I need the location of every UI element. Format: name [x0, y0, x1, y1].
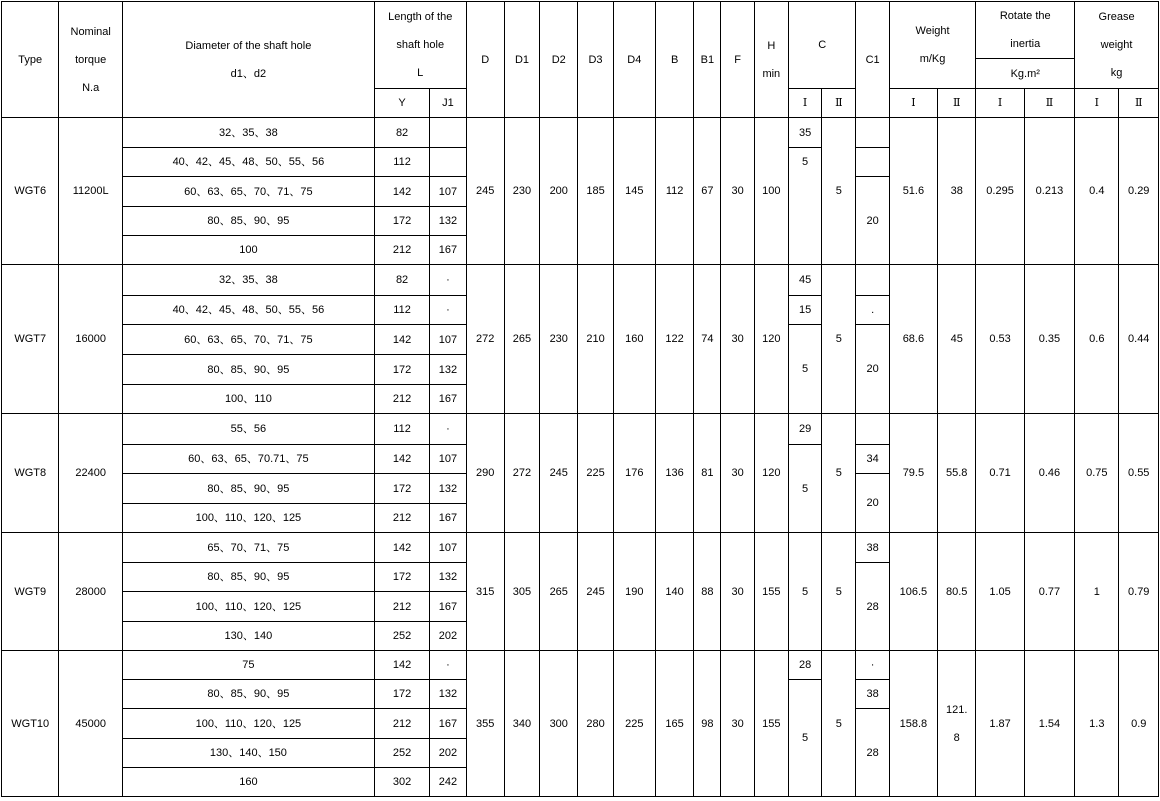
- length-j1-cell: ·: [430, 414, 466, 445]
- H-cell: 155: [754, 533, 788, 651]
- D-cell: 245: [466, 118, 504, 265]
- diameter-cell: 80、85、90、95: [122, 355, 374, 385]
- header-D: D: [466, 2, 504, 118]
- length-j1-cell: 167: [430, 504, 466, 533]
- header-c-1: Ⅰ: [788, 89, 821, 118]
- table-row: [2, 118, 1159, 148]
- length-y-cell: 142: [374, 445, 429, 474]
- grease-2-cell: 0.44: [1119, 265, 1159, 414]
- table-row: [2, 265, 1159, 296]
- header-grease-2: Ⅱ: [1119, 89, 1159, 118]
- header-B: B: [655, 2, 693, 118]
- length-y-cell: 172: [374, 355, 429, 385]
- torque-cell: 16000: [59, 265, 122, 414]
- header-C1: C1: [856, 2, 889, 118]
- diameter-cell: 32、35、38: [122, 118, 374, 148]
- header-length: Length of the shaft hole L: [374, 2, 466, 89]
- header-inertia-2: Ⅱ: [1024, 89, 1074, 118]
- length-j1-cell: [430, 148, 466, 177]
- H-cell: 155: [754, 651, 788, 797]
- length-y-cell: 252: [374, 622, 429, 651]
- length-j1-cell: 132: [430, 680, 466, 709]
- diameter-cell: 160: [122, 768, 374, 797]
- header-diameter: Diameter of the shaft hole d1、d2: [122, 2, 374, 118]
- length-y-cell: 212: [374, 385, 429, 414]
- header-F: F: [721, 2, 754, 118]
- c2-cell: 5: [822, 118, 856, 265]
- cc1-cell: 34: [856, 445, 889, 474]
- diameter-cell: 60、63、65、70、71、75: [122, 177, 374, 207]
- diameter-cell: 80、85、90、95: [122, 474, 374, 504]
- H-cell: 120: [754, 414, 788, 533]
- length-y-cell: 172: [374, 207, 429, 236]
- diameter-cell: 100、110、120、125: [122, 709, 374, 739]
- length-y-cell: 112: [374, 414, 429, 445]
- c1-cell: 28: [788, 651, 821, 680]
- B-cell: 136: [655, 414, 693, 533]
- D2-cell: 265: [540, 533, 578, 651]
- cc1-cell: 20: [856, 177, 889, 265]
- weight-1-cell: 79.5: [889, 414, 937, 533]
- cc1-cell: 38: [856, 533, 889, 563]
- table-row: [2, 533, 1159, 563]
- D3-cell: 245: [578, 533, 613, 651]
- header-weight-1: Ⅰ: [889, 89, 937, 118]
- D4-cell: 145: [613, 118, 655, 265]
- c1-cell: 5: [788, 148, 821, 265]
- cc1-cell: [856, 265, 889, 296]
- length-j1-cell: 132: [430, 355, 466, 385]
- D-cell: 290: [466, 414, 504, 533]
- D2-cell: 300: [540, 651, 578, 797]
- c1-cell: 29: [788, 414, 821, 445]
- grease-1-cell: 1.3: [1075, 651, 1119, 797]
- length-y-cell: 212: [374, 504, 429, 533]
- B-cell: 112: [655, 118, 693, 265]
- header-nominal-torque: Nominal torque N.a: [59, 2, 122, 118]
- inertia-2-cell: 0.46: [1024, 414, 1074, 533]
- D1-cell: 230: [504, 118, 539, 265]
- D1-cell: 305: [504, 533, 539, 651]
- header-grease: Grease weight kg: [1075, 2, 1159, 89]
- inertia-2-cell: 0.35: [1024, 265, 1074, 414]
- header-inertia-1: Ⅰ: [976, 89, 1024, 118]
- length-y-cell: 252: [374, 739, 429, 768]
- weight-2-cell: 80.5: [938, 533, 976, 651]
- diameter-cell: 75: [122, 651, 374, 680]
- grease-2-cell: 0.29: [1119, 118, 1159, 265]
- length-j1-cell: ·: [430, 265, 466, 296]
- diameter-cell: 55、56: [122, 414, 374, 445]
- c1-cell: 5: [788, 533, 821, 651]
- inertia-1-cell: 1.05: [976, 533, 1024, 651]
- D2-cell: 200: [540, 118, 578, 265]
- grease-1-cell: 0.6: [1075, 265, 1119, 414]
- length-y-cell: 172: [374, 680, 429, 709]
- diameter-cell: 80、85、90、95: [122, 207, 374, 236]
- weight-2-cell: 38: [938, 118, 976, 265]
- diameter-cell: 130、140: [122, 622, 374, 651]
- D3-cell: 280: [578, 651, 613, 797]
- c1-cell: 35: [788, 118, 821, 148]
- length-j1-cell: 107: [430, 445, 466, 474]
- type-cell: WGT10: [2, 651, 59, 797]
- length-j1-cell: 167: [430, 592, 466, 622]
- D1-cell: 265: [504, 265, 539, 414]
- D-cell: 315: [466, 533, 504, 651]
- c1-cell: 5: [788, 325, 821, 414]
- torque-cell: 28000: [59, 533, 122, 651]
- length-j1-cell: 167: [430, 385, 466, 414]
- header-weight-2: Ⅱ: [938, 89, 976, 118]
- D2-cell: 230: [540, 265, 578, 414]
- D4-cell: 190: [613, 533, 655, 651]
- B-cell: 122: [655, 265, 693, 414]
- length-j1-cell: ·: [430, 651, 466, 680]
- cc1-cell: [856, 414, 889, 445]
- c1-cell: 45: [788, 265, 821, 296]
- inertia-1-cell: 0.295: [976, 118, 1024, 265]
- inertia-2-cell: 1.54: [1024, 651, 1074, 797]
- grease-1-cell: 0.4: [1075, 118, 1119, 265]
- inertia-1-cell: 1.87: [976, 651, 1024, 797]
- c1-cell: 5: [788, 680, 821, 797]
- cc1-cell: 28: [856, 563, 889, 651]
- F-cell: 30: [721, 651, 754, 797]
- diameter-cell: 80、85、90、95: [122, 680, 374, 709]
- weight-2-cell: 55.8: [938, 414, 976, 533]
- D4-cell: 176: [613, 414, 655, 533]
- type-cell: WGT9: [2, 533, 59, 651]
- cc1-cell: .: [856, 296, 889, 325]
- B-cell: 165: [655, 651, 693, 797]
- length-j1-cell: 132: [430, 474, 466, 504]
- diameter-cell: 100、110、120、125: [122, 592, 374, 622]
- header-D1: D1: [504, 2, 539, 118]
- length-y-cell: 112: [374, 148, 429, 177]
- diameter-cell: 100: [122, 236, 374, 265]
- c2-cell: 5: [822, 533, 856, 651]
- weight-1-cell: 51.6: [889, 118, 937, 265]
- header-C: C: [788, 2, 856, 89]
- weight-2-cell: 45: [938, 265, 976, 414]
- length-y-cell: 212: [374, 709, 429, 739]
- header-D3: D3: [578, 2, 613, 118]
- diameter-cell: 60、63、65、70.71、75: [122, 445, 374, 474]
- cc1-cell: 38: [856, 680, 889, 709]
- D1-cell: 272: [504, 414, 539, 533]
- torque-cell: 45000: [59, 651, 122, 797]
- D4-cell: 225: [613, 651, 655, 797]
- D3-cell: 185: [578, 118, 613, 265]
- type-cell: WGT6: [2, 118, 59, 265]
- length-j1-cell: [430, 118, 466, 148]
- c1-cell: 15: [788, 296, 821, 325]
- weight-1-cell: 68.6: [889, 265, 937, 414]
- H-cell: 120: [754, 265, 788, 414]
- cc1-cell: 20: [856, 325, 889, 414]
- length-j1-cell: 107: [430, 177, 466, 207]
- B1-cell: 81: [694, 414, 721, 533]
- coupling-spec-table: [1, 1, 1159, 797]
- length-j1-cell: 107: [430, 533, 466, 563]
- inertia-2-cell: 0.77: [1024, 533, 1074, 651]
- header-length-y: Y: [374, 89, 429, 118]
- header-B1: B1: [694, 2, 721, 118]
- diameter-cell: 32、35、38: [122, 265, 374, 296]
- header-weight: Weight m/Kg: [889, 2, 976, 89]
- F-cell: 30: [721, 265, 754, 414]
- cc1-cell: ·: [856, 651, 889, 680]
- H-cell: 100: [754, 118, 788, 265]
- grease-1-cell: 0.75: [1075, 414, 1119, 533]
- c1-cell: 5: [788, 445, 821, 533]
- D1-cell: 340: [504, 651, 539, 797]
- length-j1-cell: 242: [430, 768, 466, 797]
- cc1-cell: 28: [856, 709, 889, 797]
- length-j1-cell: 132: [430, 563, 466, 592]
- D4-cell: 160: [613, 265, 655, 414]
- length-y-cell: 212: [374, 236, 429, 265]
- D3-cell: 225: [578, 414, 613, 533]
- header-D4: D4: [613, 2, 655, 118]
- header-D2: D2: [540, 2, 578, 118]
- type-cell: WGT8: [2, 414, 59, 533]
- length-j1-cell: 167: [430, 236, 466, 265]
- length-j1-cell: ·: [430, 296, 466, 325]
- B1-cell: 74: [694, 265, 721, 414]
- length-y-cell: 82: [374, 265, 429, 296]
- cc1-cell: [856, 118, 889, 148]
- length-y-cell: 82: [374, 118, 429, 148]
- grease-1-cell: 1: [1075, 533, 1119, 651]
- c2-cell: 5: [822, 651, 856, 797]
- c2-cell: 5: [822, 414, 856, 533]
- length-j1-cell: 202: [430, 739, 466, 768]
- inertia-2-cell: 0.213: [1024, 118, 1074, 265]
- diameter-cell: 65、70、71、75: [122, 533, 374, 563]
- B1-cell: 98: [694, 651, 721, 797]
- length-j1-cell: 107: [430, 325, 466, 355]
- length-y-cell: 142: [374, 325, 429, 355]
- length-j1-cell: 202: [430, 622, 466, 651]
- weight-2-cell: 121. 8: [938, 651, 976, 797]
- header-inertia: Rotate the inertia: [976, 2, 1075, 59]
- length-j1-cell: 132: [430, 207, 466, 236]
- header-type: Type: [2, 2, 59, 118]
- length-y-cell: 172: [374, 474, 429, 504]
- header-c-2: Ⅱ: [822, 89, 856, 118]
- header-inertia-unit: Kg.m²: [976, 59, 1075, 89]
- c2-cell: 5: [822, 265, 856, 414]
- F-cell: 30: [721, 414, 754, 533]
- length-y-cell: 112: [374, 296, 429, 325]
- F-cell: 30: [721, 118, 754, 265]
- diameter-cell: 80、85、90、95: [122, 563, 374, 592]
- length-y-cell: 142: [374, 651, 429, 680]
- header-H: H min: [754, 2, 788, 118]
- length-y-cell: 142: [374, 177, 429, 207]
- grease-2-cell: 0.79: [1119, 533, 1159, 651]
- torque-cell: 22400: [59, 414, 122, 533]
- diameter-cell: 100、110: [122, 385, 374, 414]
- length-y-cell: 302: [374, 768, 429, 797]
- diameter-cell: 130、140、150: [122, 739, 374, 768]
- D-cell: 272: [466, 265, 504, 414]
- length-y-cell: 172: [374, 563, 429, 592]
- cc1-cell: [856, 148, 889, 177]
- header-length-j1: J1: [430, 89, 466, 118]
- inertia-1-cell: 0.71: [976, 414, 1024, 533]
- diameter-cell: 40、42、45、48、50、55、56: [122, 296, 374, 325]
- B1-cell: 67: [694, 118, 721, 265]
- diameter-cell: 100、110、120、125: [122, 504, 374, 533]
- type-cell: WGT7: [2, 265, 59, 414]
- table-row: [2, 414, 1159, 445]
- header-grease-1: Ⅰ: [1075, 89, 1119, 118]
- D3-cell: 210: [578, 265, 613, 414]
- D-cell: 355: [466, 651, 504, 797]
- length-y-cell: 142: [374, 533, 429, 563]
- weight-1-cell: 106.5: [889, 533, 937, 651]
- cc1-cell: 20: [856, 474, 889, 533]
- D2-cell: 245: [540, 414, 578, 533]
- grease-2-cell: 0.55: [1119, 414, 1159, 533]
- F-cell: 30: [721, 533, 754, 651]
- B1-cell: 88: [694, 533, 721, 651]
- length-j1-cell: 167: [430, 709, 466, 739]
- inertia-1-cell: 0.53: [976, 265, 1024, 414]
- length-y-cell: 212: [374, 592, 429, 622]
- diameter-cell: 40、42、45、48、50、55、56: [122, 148, 374, 177]
- table-row: [2, 651, 1159, 680]
- B-cell: 140: [655, 533, 693, 651]
- grease-2-cell: 0.9: [1119, 651, 1159, 797]
- weight-1-cell: 158.8: [889, 651, 937, 797]
- diameter-cell: 60、63、65、70、71、75: [122, 325, 374, 355]
- torque-cell: 11200L: [59, 118, 122, 265]
